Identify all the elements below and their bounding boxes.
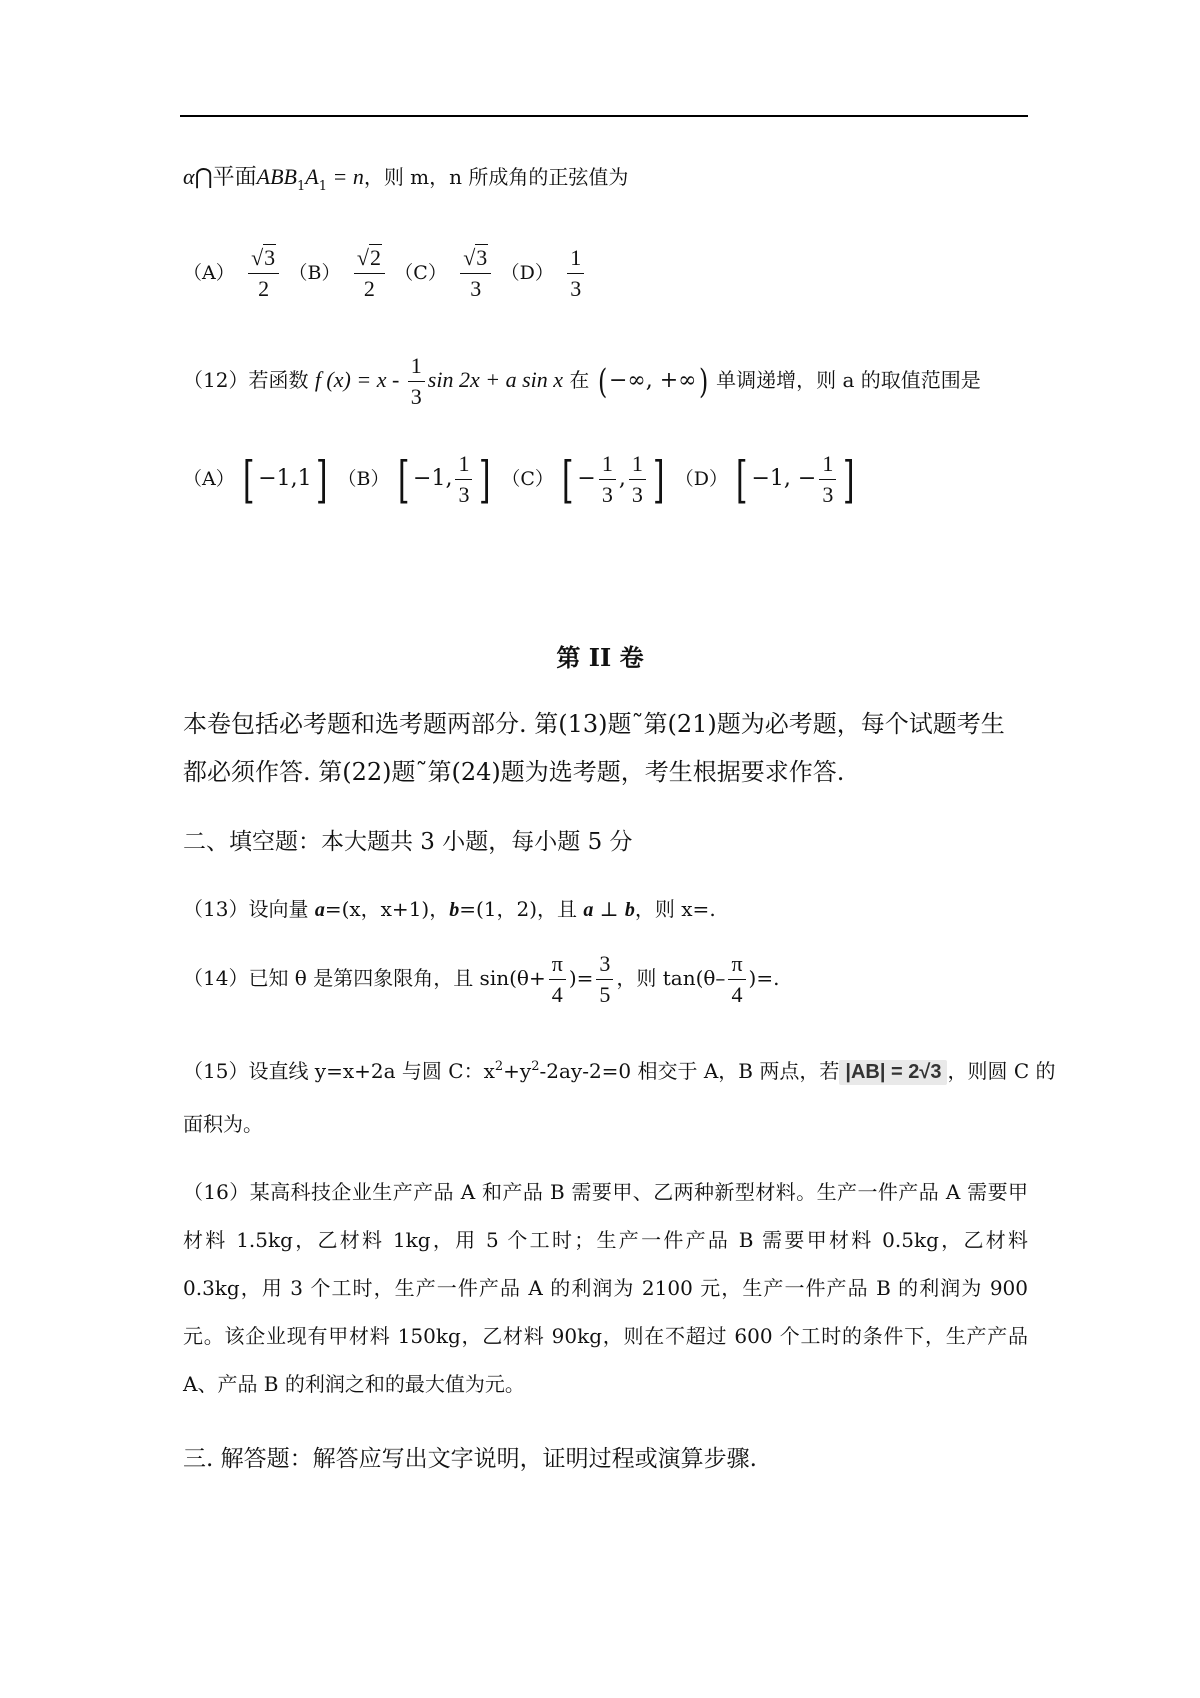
option-b-label: （B） xyxy=(288,262,341,284)
option-a-value: $\frac{√3}{2}$ xyxy=(248,244,279,303)
option-a-label: （A） xyxy=(183,262,235,284)
option-c-value: $\frac{1}{3}$ xyxy=(629,450,646,509)
header-rule xyxy=(180,115,1028,117)
question-11-options xyxy=(183,244,587,303)
ab-length-image: |AB| = 2√3 xyxy=(839,1060,947,1085)
question-13: （13）设向量 a=(x，x+1)，b=(1，2)，且 a ⊥ b，则 x=. xyxy=(183,897,716,921)
question-11-tail: α⋂平面$ABB_1A_1 = n$，则 m，n 所成角的正弦值为 xyxy=(183,164,629,194)
option-a-value: −1,1 xyxy=(258,466,312,491)
option-d-label: （D） xyxy=(500,262,554,284)
option-c-value: $\frac{√3}{3}$ xyxy=(460,244,491,303)
question-12-options: （A） [ −1,1] （B） [ −1, $\frac{1}{3}$ ] （C） [ − $\frac{1}{3}$ , $\frac{1}{3}$ ] （D） [ −1, − $\frac{1}{3}$ ] xyxy=(183,450,855,509)
question-15: （15）设直线 y=x+2a 与圆 C：$x^2+y^2-2ay-2=0$ 相交于 A，B 两点，若 |AB| = 2√3 ，则圆 C 的 xyxy=(183,1059,1056,1083)
intersection-symbol: ⋂ xyxy=(194,165,213,190)
alpha-symbol: α xyxy=(183,164,195,189)
option-d-value: $\frac{1}{3}$ xyxy=(567,244,584,303)
fill-in-heading: 二、填空题：本大题共 3 小题，每小题 5 分 xyxy=(183,829,633,855)
question-12: （12）若函数 f (x) = x - $\frac{1}{3}$ sin 2x + a sin x 在 (−∞, +∞) 单调递增，则 a 的取值范围是 xyxy=(183,353,981,409)
question-14: （14）已知 θ 是第四象限角，且 sin(θ+ $\frac{\pi}{4}$ )= $\frac{3}{5}$ ，则 tan(θ– $\frac{\pi}{4}$ )=. xyxy=(183,951,780,1007)
option-b-label: （B） xyxy=(337,468,390,490)
option-b-value: $\frac{√2}{2}$ xyxy=(354,244,385,303)
question-16: （16）某高科技企业生产产品 A 和产品 B 需要甲、乙两种新型材料。生产一件产品 A 需要甲材料 1.5kg，乙材料 1kg，用 5 个工时；生产一件产品 B 需要甲材料 0.5kg，乙材料 0.3kg，用 3 个工时，生产一件产品 A 的利润为 2100 元，生产一件产品 B 的利润为 900 元。该企业现有甲材料 150kg，乙材料 90kg，则在不超过 600 个工时的条件下，生产产品 A、产品 B 的利润之和的最大值为元。 xyxy=(183,1180,1028,1396)
option-c-label: （C） xyxy=(501,468,554,490)
question-15-line2: 面积为。 xyxy=(183,1112,263,1136)
option-d-label: （D） xyxy=(674,468,728,490)
section-intro: 本卷包括必考题和选考题两部分. 第(13)题˜第(21)题为必考题，每个试题考生都必须作答. 第(22)题˜第(24)题为选考题，考生根据要求作答. xyxy=(183,710,1005,786)
solution-heading: 三. 解答题：解答应写出文字说明，证明过程或演算步骤. xyxy=(183,1446,757,1472)
section-title: 第 II 卷 xyxy=(556,643,644,672)
option-d-value: $\frac{1}{3}$ xyxy=(819,450,836,509)
q12-fraction: $\frac{1}{3}$ xyxy=(408,352,425,411)
q12-interval: −∞, +∞ xyxy=(609,368,697,393)
option-a-label: （A） xyxy=(183,468,235,490)
option-c-label: （C） xyxy=(394,262,447,284)
option-b-value: $\frac{1}{3}$ xyxy=(455,450,472,509)
